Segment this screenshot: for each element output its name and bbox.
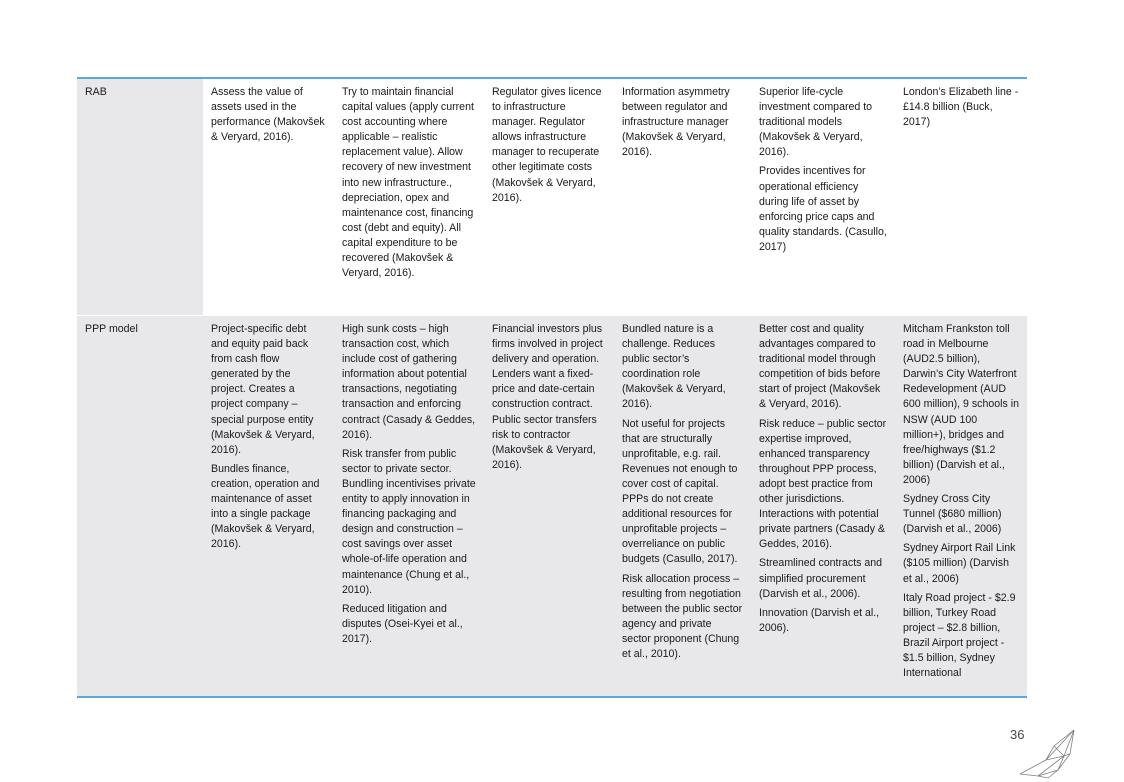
table-cell bbox=[751, 316, 895, 698]
cell-paragraph: Risk allocation process – resulting from negotiation between the public sector agency and private sector proponent (Chung et al., 2010). bbox=[622, 572, 743, 660]
table-cell bbox=[614, 316, 751, 698]
faceted-bird-logo-icon bbox=[1018, 726, 1080, 780]
cell-paragraph: Financial investors plus firms involved in project delivery and operation. Lenders want a fixed-price and date-certain construction contract. Public sector transfers risk to contractor (Makovšek & Veryard, 2016). bbox=[492, 323, 603, 471]
cell-paragraph: Sydney Airport Rail Link ($105 million) (Darvish et al., 2006) bbox=[903, 542, 1016, 585]
table-cell bbox=[751, 78, 895, 316]
row-label: PPP model bbox=[77, 316, 203, 698]
cell-paragraph: High sunk costs – high transaction cost, which include cost of gathering information about potential transactions, negotiating transaction and enforcing contract (Casady & Geddes, 2016). bbox=[342, 323, 476, 441]
table-cell bbox=[334, 316, 484, 698]
cell-paragraph: Provides incentives for operational efficiency during life of asset by enforcing price caps and quality standards. (Casullo, 2017) bbox=[759, 165, 887, 253]
comparison-table bbox=[77, 77, 1027, 698]
cell-paragraph: Streamlined contracts and simplified procurement (Darvish et al., 2006). bbox=[759, 557, 883, 600]
table-cell bbox=[203, 316, 334, 698]
page-number: 36 bbox=[1010, 727, 1025, 742]
cell-paragraph: Bundles finance, creation, operation and maintenance of asset into a single package (Makovšek & Veryard, 2016). bbox=[211, 462, 320, 551]
table-cell bbox=[484, 78, 614, 316]
row-label: RAB bbox=[77, 78, 203, 316]
table-cell bbox=[895, 316, 1027, 698]
cell-paragraph: Sydney Cross City Tunnel ($680 million) (Darvish et al., 2006) bbox=[903, 493, 1002, 536]
cell-paragraph: Innovation (Darvish et al., 2006). bbox=[759, 606, 880, 634]
table-row bbox=[77, 316, 1027, 698]
cell-paragraph: London’s Elizabeth line - £14.8 billion (Buck, 2017) bbox=[903, 86, 1019, 129]
cell-paragraph: Assess the value of assets used in the performance (Makovšek & Veryard, 2016). bbox=[211, 86, 325, 144]
table-cell bbox=[895, 78, 1027, 316]
cell-paragraph: Better cost and quality advantages compared to traditional model through competition of bids before start of project (Makovšek & Veryard, 2016). bbox=[759, 323, 881, 411]
cell-paragraph: Risk transfer from public sector to private sector. Bundling incentivises private entity to apply innovation in financing packaging and design and construction – cost savings over asset whole-of-life operation and maintenance (Chung et al., 2010). bbox=[342, 447, 476, 596]
cell-paragraph: Not useful for projects that are structurally unprofitable, e.g. rail. Revenues not enough to cover cost of capital. PPPs do not create additional resources for unprofitable projects – overreliance on public budgets (Casullo, 2017). bbox=[622, 417, 738, 566]
cell-paragraph: Information asymmetry between regulator and infrastructure manager (Makovšek & Veryard, 2016). bbox=[622, 86, 730, 159]
cell-paragraph: Bundled nature is a challenge. Reduces public sector’s coordination role (Makovšek & Veryard, 2016). bbox=[622, 323, 726, 411]
table-cell bbox=[203, 78, 334, 316]
table-cell bbox=[614, 78, 751, 316]
cell-paragraph: Project-specific debt and equity paid back from cash flow generated by the project. Creates a project company – special purpose entity (Makovšek & Veryard, 2016). bbox=[211, 323, 315, 456]
cell-paragraph: Regulator gives licence to infrastructure manager. Regulator allows infrastructure manager to recuperate other legitimate costs (Makovšek & Veryard, 2016). bbox=[492, 86, 602, 204]
cell-paragraph: Italy Road project - $2.9 billion, Turkey Road project – $2.8 billion, Brazil Airport project - $1.5 billion, Sydney International bbox=[903, 591, 1016, 680]
table-cell bbox=[334, 78, 484, 316]
cell-paragraph: Try to maintain financial capital values (apply current cost accounting where applicable – realistic replacement value). Allow recovery of new investment into new infrastructure., depreciation, opex and maintenance cost, financing cost (debt and equity). All capital expenditure to be recovered (Makovšek & Veryard, 2016). bbox=[342, 86, 474, 280]
cell-paragraph: Reduced litigation and disputes (Osei-Kyei et al., 2017). bbox=[342, 602, 463, 645]
cell-paragraph: Mitcham Frankston toll road in Melbourne (AUD2.5 billion), Darwin’s City Waterfront Redevelopment (AUD 600 million), 9 schools in NSW (AUD 100 million+), bridges and free/highways ($1.2 billion) (Darvish et al., 2006) bbox=[903, 323, 1019, 486]
cell-paragraph: Superior life-cycle investment compared to traditional models (Makovšek & Veryard, 2016). bbox=[759, 86, 873, 159]
table-cell bbox=[484, 316, 614, 698]
cell-paragraph: Risk reduce – public sector expertise improved, enhanced transparency throughout PPP process, adopt best practice from other jurisdictions. Interactions with potential private partners (Casady & Geddes, 2016). bbox=[759, 417, 887, 551]
table-row bbox=[77, 78, 1027, 316]
